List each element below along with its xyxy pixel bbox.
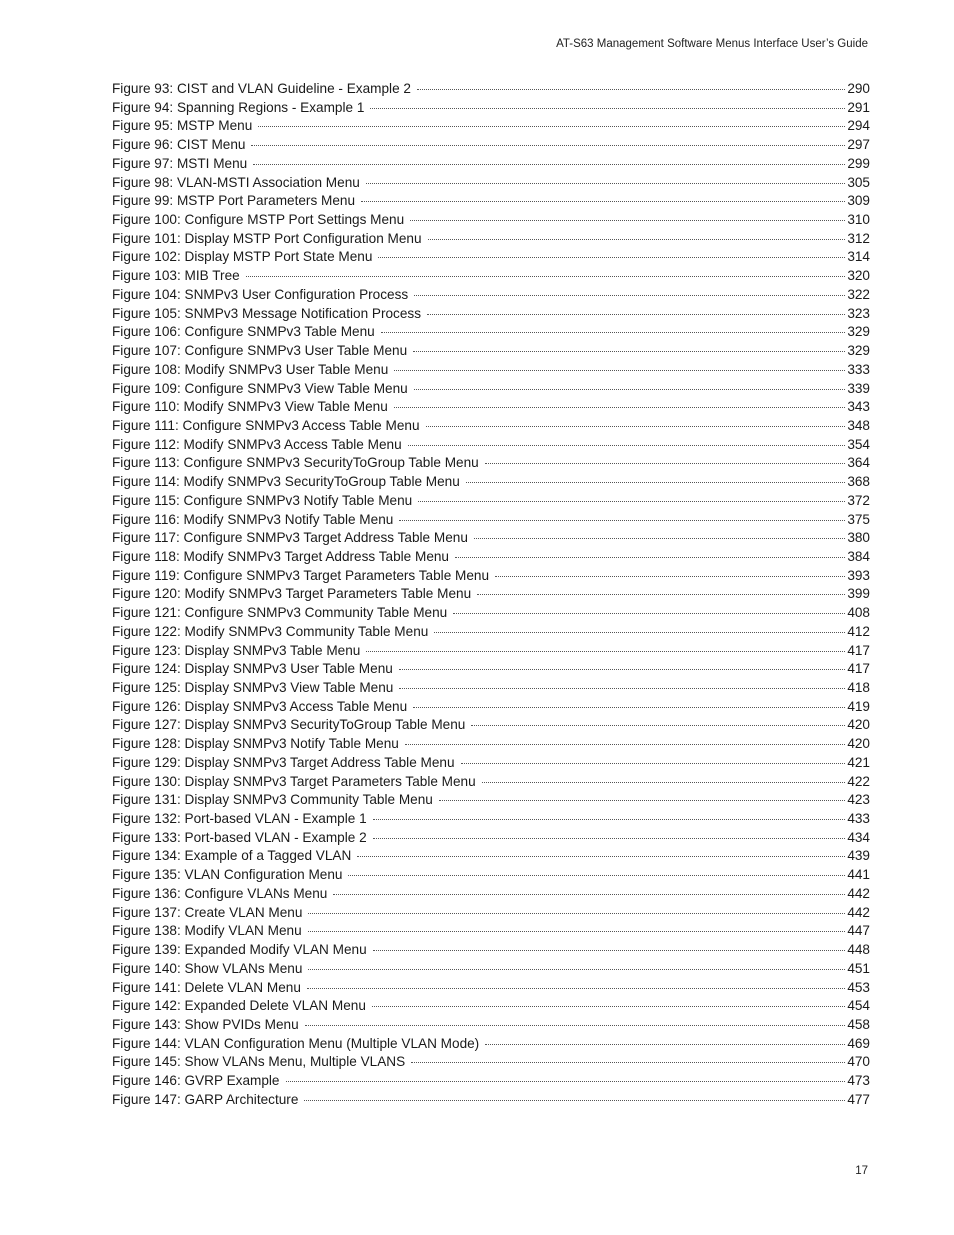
toc-entry-title: Figure 132: Port-based VLAN - Example 1 [112, 811, 367, 827]
toc-entry-page: 439 [847, 848, 870, 864]
toc-entry-page: 329 [847, 343, 870, 359]
toc-entry[interactable] [112, 960, 870, 979]
toc-entry[interactable] [112, 1072, 870, 1091]
dot-leader [307, 988, 845, 989]
toc-entry[interactable] [112, 398, 870, 417]
toc-entry-page: 294 [847, 118, 870, 134]
toc-entry[interactable] [112, 305, 870, 324]
dot-leader [258, 126, 845, 127]
toc-entry[interactable] [112, 791, 870, 810]
toc-entry[interactable] [112, 155, 870, 174]
toc-entry[interactable] [112, 492, 870, 511]
toc-entry[interactable] [112, 754, 870, 773]
dot-leader [477, 594, 845, 595]
toc-entry-page: 343 [847, 399, 870, 415]
toc-entry-page: 399 [847, 586, 870, 602]
toc-entry[interactable] [112, 174, 870, 193]
toc-entry-title: Figure 122: Modify SNMPv3 Community Table Menu [112, 623, 429, 639]
toc-entry[interactable] [112, 810, 870, 829]
toc-entry[interactable] [112, 99, 870, 118]
toc-entry[interactable] [112, 698, 870, 717]
toc-entry[interactable] [112, 192, 870, 211]
dot-leader [414, 389, 846, 390]
toc-entry-page: 323 [847, 305, 870, 321]
toc-entry[interactable] [112, 380, 870, 399]
toc-entry-title: Figure 133: Port-based VLAN - Example 2 [112, 829, 367, 845]
toc-entry-title: Figure 114: Modify SNMPv3 SecurityToGroup Table Menu [112, 474, 460, 490]
toc-entry[interactable] [112, 80, 870, 99]
toc-entry-page: 384 [847, 548, 870, 564]
toc-entry-title: Figure 121: Configure SNMPv3 Community Table Menu [112, 605, 448, 621]
dot-leader [399, 520, 845, 521]
dot-leader [370, 108, 845, 109]
dot-leader [434, 632, 845, 633]
toc-entry-page: 329 [847, 324, 870, 340]
toc-entry-title: Figure 146: GVRP Example [112, 1073, 280, 1089]
list-of-figures [112, 80, 870, 1110]
dot-leader [428, 239, 846, 240]
toc-entry-page: 423 [847, 792, 870, 808]
toc-entry-title: Figure 104: SNMPv3 User Configuration Process [112, 286, 409, 302]
toc-entry-title: Figure 95: MSTP Menu [112, 118, 253, 134]
toc-entry-page: 348 [847, 417, 870, 433]
toc-entry-page: 433 [847, 811, 870, 827]
dot-leader [485, 1044, 845, 1045]
dot-leader [348, 875, 845, 876]
toc-entry[interactable] [112, 773, 870, 792]
toc-entry-title: Figure 138: Modify VLAN Menu [112, 923, 302, 939]
toc-entry-page: 420 [847, 736, 870, 752]
running-header: AT-S63 Management Software Menus Interface User’s Guide [556, 38, 868, 50]
dot-leader [453, 613, 845, 614]
toc-entry[interactable] [112, 941, 870, 960]
toc-entry-title: Figure 111: Configure SNMPv3 Access Table Menu [112, 417, 420, 433]
dot-leader [366, 651, 845, 652]
toc-entry[interactable] [112, 660, 870, 679]
toc-entry-page: 420 [847, 717, 870, 733]
toc-entry-page: 368 [847, 474, 870, 490]
page-number: 17 [855, 1165, 868, 1177]
toc-entry[interactable] [112, 230, 870, 249]
dot-leader [414, 295, 845, 296]
toc-entry[interactable] [112, 342, 870, 361]
toc-entry[interactable] [112, 211, 870, 230]
toc-entry-page: 422 [847, 773, 870, 789]
toc-entry-title: Figure 142: Expanded Delete VLAN Menu [112, 998, 366, 1014]
dot-leader [413, 351, 845, 352]
dot-leader [394, 370, 845, 371]
toc-entry[interactable] [112, 716, 870, 735]
toc-entry-page: 442 [847, 885, 870, 901]
toc-entry[interactable] [112, 904, 870, 923]
toc-entry-title: Figure 136: Configure VLANs Menu [112, 885, 328, 901]
toc-entry-title: Figure 112: Modify SNMPv3 Access Table Menu [112, 436, 402, 452]
toc-entry-page: 469 [847, 1035, 870, 1051]
toc-entry-page: 418 [847, 680, 870, 695]
toc-entry-title: Figure 119: Configure SNMPv3 Target Parameters Table Menu [112, 567, 490, 583]
toc-entry-title: Figure 134: Example of a Tagged VLAN [112, 848, 352, 864]
toc-entry-page: 299 [847, 155, 870, 171]
toc-entry-title: Figure 105: SNMPv3 Message Notification Process [112, 305, 422, 321]
toc-entry[interactable] [112, 885, 870, 904]
toc-entry-title: Figure 115: Configure SNMPv3 Notify Table Menu [112, 492, 413, 508]
dot-leader [455, 557, 845, 558]
toc-entry-title: Figure 117: Configure SNMPv3 Target Address Table Menu [112, 530, 468, 546]
toc-entry[interactable] [112, 829, 870, 848]
toc-entry-page: 333 [847, 361, 870, 377]
dot-leader [405, 744, 845, 745]
toc-entry-title: Figure 108: Modify SNMPv3 User Table Menu [112, 361, 389, 377]
toc-entry-page: 290 [847, 81, 870, 96]
dot-leader [426, 426, 846, 427]
toc-entry[interactable] [112, 623, 870, 642]
toc-entry-page: 309 [847, 193, 870, 209]
toc-entry-title: Figure 140: Show VLANs Menu [112, 960, 303, 976]
dot-leader [394, 407, 846, 408]
toc-entry[interactable] [112, 922, 870, 941]
toc-entry[interactable] [112, 454, 870, 473]
toc-entry-title: Figure 113: Configure SNMPv3 SecurityToGroup Table Menu [112, 455, 479, 471]
toc-entry-title: Figure 120: Modify SNMPv3 Target Parameters Table Menu [112, 586, 472, 602]
dot-leader [308, 969, 845, 970]
dot-leader [253, 164, 845, 165]
toc-entry-title: Figure 118: Modify SNMPv3 Target Address Table Menu [112, 548, 449, 564]
toc-entry[interactable] [112, 117, 870, 136]
toc-entry-title: Figure 143: Show PVIDs Menu [112, 1016, 299, 1032]
toc-entry-title: Figure 116: Modify SNMPv3 Notify Table Menu [112, 511, 394, 527]
toc-entry[interactable] [112, 866, 870, 885]
dot-leader [417, 89, 845, 90]
toc-entry-title: Figure 107: Configure SNMPv3 User Table Menu [112, 343, 408, 359]
dot-leader [333, 894, 845, 895]
toc-entry[interactable] [112, 585, 870, 604]
dot-leader [366, 183, 845, 184]
toc-entry-page: 393 [847, 567, 870, 583]
toc-entry-page: 372 [847, 492, 870, 508]
toc-entry-page: 421 [847, 754, 870, 770]
toc-entry-page: 305 [847, 174, 870, 190]
dot-leader [471, 725, 845, 726]
toc-entry-title: Figure 139: Expanded Modify VLAN Menu [112, 942, 367, 958]
toc-entry-title: Figure 102: Display MSTP Port State Menu [112, 249, 373, 265]
dot-leader [418, 501, 845, 502]
toc-entry[interactable] [112, 997, 870, 1016]
toc-entry-title: Figure 106: Configure SNMPv3 Table Menu [112, 324, 375, 340]
dot-leader [373, 819, 846, 820]
toc-entry-title: Figure 94: Spanning Regions - Example 1 [112, 99, 365, 115]
toc-entry-title: Figure 123: Display SNMPv3 Table Menu [112, 642, 361, 658]
dot-leader [408, 445, 846, 446]
toc-entry-page: 451 [847, 960, 870, 976]
toc-entry-title: Figure 96: CIST Menu [112, 137, 246, 153]
dot-leader [381, 332, 846, 333]
toc-entry-page: 314 [847, 249, 870, 265]
toc-entry-title: Figure 93: CIST and VLAN Guideline - Example 2 [112, 81, 411, 96]
toc-entry[interactable] [112, 436, 870, 455]
toc-entry-page: 408 [847, 605, 870, 621]
toc-entry-page: 364 [847, 455, 870, 471]
dot-leader [399, 688, 845, 689]
toc-entry-page: 453 [847, 979, 870, 995]
toc-entry[interactable] [112, 529, 870, 548]
dot-leader [305, 1025, 846, 1026]
toc-entry[interactable] [112, 548, 870, 567]
dot-leader [485, 463, 846, 464]
toc-entry-title: Figure 131: Display SNMPv3 Community Table Menu [112, 792, 433, 808]
toc-entry-title: Figure 110: Modify SNMPv3 View Table Menu [112, 399, 388, 415]
toc-entry-page: 380 [847, 530, 870, 546]
toc-entry-title: Figure 135: VLAN Configuration Menu [112, 867, 343, 883]
dot-leader [304, 1100, 845, 1101]
toc-entry-page: 320 [847, 268, 870, 284]
toc-entry[interactable] [112, 1035, 870, 1054]
toc-entry[interactable] [112, 1091, 870, 1110]
dot-leader [399, 669, 846, 670]
toc-entry-title: Figure 130: Display SNMPv3 Target Parameters Table Menu [112, 773, 476, 789]
toc-entry-page: 448 [847, 942, 870, 958]
toc-entry-page: 354 [847, 436, 870, 452]
toc-entry-page: 310 [847, 212, 870, 228]
toc-entry[interactable] [112, 1053, 870, 1072]
toc-entry-title: Figure 127: Display SNMPv3 SecurityToGroup Table Menu [112, 717, 466, 733]
toc-entry-title: Figure 129: Display SNMPv3 Target Address Table Menu [112, 754, 455, 770]
toc-entry-title: Figure 100: Configure MSTP Port Settings Menu [112, 212, 405, 228]
toc-entry-title: Figure 125: Display SNMPv3 View Table Menu [112, 680, 394, 695]
dot-leader [461, 763, 846, 764]
dot-leader [373, 838, 846, 839]
dot-leader [378, 257, 845, 258]
toc-entry-page: 434 [847, 829, 870, 845]
dot-leader [361, 201, 845, 202]
toc-entry[interactable] [112, 604, 870, 623]
toc-entry-page: 477 [847, 1091, 870, 1107]
dot-leader [439, 800, 845, 801]
toc-entry[interactable] [112, 642, 870, 661]
toc-entry-title: Figure 99: MSTP Port Parameters Menu [112, 193, 356, 209]
dot-leader [410, 220, 845, 221]
toc-entry[interactable] [112, 511, 870, 530]
toc-entry[interactable] [112, 286, 870, 305]
toc-entry-page: 441 [847, 867, 870, 883]
dot-leader [411, 1062, 845, 1063]
toc-entry-title: Figure 147: GARP Architecture [112, 1091, 299, 1107]
toc-entry[interactable] [112, 267, 870, 286]
dot-leader [372, 1006, 845, 1007]
dot-leader [308, 913, 845, 914]
toc-entry-page: 417 [847, 661, 870, 677]
dot-leader [495, 576, 845, 577]
toc-entry-page: 412 [847, 623, 870, 639]
toc-entry-title: Figure 126: Display SNMPv3 Access Table Menu [112, 698, 408, 714]
toc-entry[interactable] [112, 323, 870, 342]
toc-entry-page: 442 [847, 904, 870, 920]
dot-leader [251, 145, 845, 146]
toc-entry-page: 339 [847, 380, 870, 396]
toc-entry-page: 454 [847, 998, 870, 1014]
toc-entry-title: Figure 97: MSTI Menu [112, 155, 248, 171]
toc-entry[interactable] [112, 979, 870, 998]
dot-leader [413, 707, 845, 708]
toc-entry-title: Figure 145: Show VLANs Menu, Multiple VLANS [112, 1054, 406, 1070]
toc-entry[interactable] [112, 417, 870, 436]
toc-entry-page: 375 [847, 511, 870, 527]
toc-entry[interactable] [112, 361, 870, 380]
toc-entry-page: 417 [847, 642, 870, 658]
toc-entry[interactable] [112, 248, 870, 267]
toc-entry-page: 322 [847, 286, 870, 302]
toc-entry[interactable] [112, 847, 870, 866]
toc-entry[interactable] [112, 735, 870, 754]
toc-entry-title: Figure 101: Display MSTP Port Configuration Menu [112, 230, 422, 246]
toc-entry-title: Figure 141: Delete VLAN Menu [112, 979, 301, 995]
toc-entry-page: 297 [847, 137, 870, 153]
toc-entry-title: Figure 124: Display SNMPv3 User Table Menu [112, 661, 393, 677]
toc-entry[interactable] [112, 679, 870, 698]
toc-entry-title: Figure 128: Display SNMPv3 Notify Table Menu [112, 736, 399, 752]
dot-leader [357, 856, 845, 857]
dot-leader [466, 482, 846, 483]
toc-entry-page: 447 [847, 923, 870, 939]
dot-leader [246, 276, 846, 277]
toc-entry-page: 473 [847, 1073, 870, 1089]
toc-entry-page: 312 [847, 230, 870, 246]
toc-entry-title: Figure 144: VLAN Configuration Menu (Multiple VLAN Mode) [112, 1035, 480, 1051]
toc-entry-title: Figure 137: Create VLAN Menu [112, 904, 303, 920]
toc-entry-page: 419 [847, 698, 870, 714]
dot-leader [427, 314, 845, 315]
toc-entry[interactable] [112, 567, 870, 586]
toc-entry-title: Figure 103: MIB Tree [112, 268, 240, 284]
dot-leader [474, 538, 845, 539]
toc-entry-title: Figure 109: Configure SNMPv3 View Table Menu [112, 380, 408, 396]
dot-leader [286, 1081, 846, 1082]
toc-entry[interactable] [112, 473, 870, 492]
toc-entry-page: 291 [847, 99, 870, 115]
toc-entry[interactable] [112, 1016, 870, 1035]
toc-entry-title: Figure 98: VLAN-MSTI Association Menu [112, 174, 360, 190]
dot-leader [308, 931, 846, 932]
toc-entry[interactable] [112, 136, 870, 155]
toc-entry-page: 458 [847, 1016, 870, 1032]
dot-leader [482, 782, 846, 783]
toc-entry-page: 470 [847, 1054, 870, 1070]
dot-leader [373, 950, 846, 951]
